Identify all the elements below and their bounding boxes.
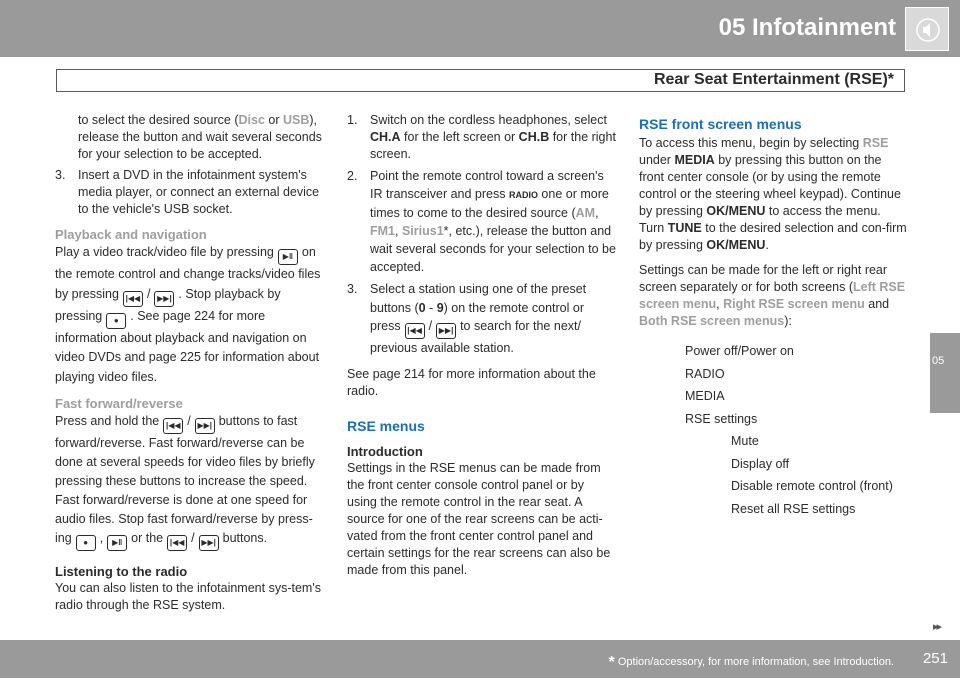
next-track-icon: ▶▶| [195, 418, 215, 434]
menu-subitem: Mute [731, 434, 759, 448]
heading-rse-menus: RSE menus [347, 417, 425, 434]
heading-front-screen-menus: RSE front screen menus [639, 116, 802, 132]
source-selection-text: to select the desired source (Disc or USB), release the button and wait several seconds for your selection to be accepted. [78, 113, 322, 161]
stop-icon: ● [76, 535, 96, 551]
menu-item: RSE settings [685, 411, 758, 426]
fast-forward-text: Press and hold the |◀◀ / ▶▶| buttons to fast forward/reverse. Fast forward/reverse can be done at several speeds for video files by briefly pressing these buttons to increase the speed. Fast forward/reverse is done at one speed for audio files. Stop fast forward/reverse by press-ing ● , ▶‖ or the |◀◀ / ▶▶| buttons. [55, 412, 325, 551]
footer-asterisk: * [608, 654, 615, 671]
column-right [639, 112, 909, 520]
menu-tree [639, 340, 909, 520]
menu-item: MEDIA [685, 389, 725, 403]
column-left [55, 112, 325, 614]
menu-item: RADIO [685, 366, 725, 381]
section-title: Rear Seat Entertainment (RSE)* [653, 71, 894, 88]
next-track-icon: ▶▶| [436, 323, 456, 339]
see-page-text: See page 214 for more information about the radio. [347, 366, 596, 398]
side-tab-number: 05 [932, 355, 945, 367]
header-band [0, 0, 960, 57]
menu-subitem: Disable remote control (front) [731, 479, 893, 493]
heading-introduction: Introduction [347, 443, 423, 459]
section-bar [56, 69, 905, 92]
radio-button-label: RADIO [508, 190, 538, 200]
previous-track-icon: |◀◀ [167, 535, 187, 551]
heading-playback: Playback and navigation [55, 227, 207, 242]
next-page-arrows-icon: ▸▸ [932, 621, 940, 633]
stop-icon: ● [106, 313, 126, 329]
side-tab [930, 333, 960, 413]
column-middle [347, 112, 617, 579]
next-track-icon: ▶▶| [199, 535, 219, 551]
menu-subitem: Reset all RSE settings [731, 501, 856, 516]
play-pause-icon: ▶‖ [107, 535, 127, 551]
previous-track-icon: |◀◀ [123, 291, 143, 307]
previous-track-icon: |◀◀ [163, 418, 183, 434]
list-item: 3. Select a station using one of the preset buttons (0 - 9) on the remote control or press |◀◀ / ▶▶| to search for the next/ previous available station. [347, 282, 587, 355]
introduction-text: Settings in the RSE menus can be made from the front center console control panel or by using the remote control in the rear seat. A source for one of the rear screens can be acti-vated from the front center control panel and certain settings for the rear screens can also be made from this panel. [347, 460, 611, 577]
chapter-icon-box [905, 7, 949, 51]
menu-item: Power off/Power on [685, 344, 794, 358]
chapter-title: 05 Infotainment [718, 14, 896, 41]
menu-subitem: Display off [731, 456, 790, 471]
radio-text: You can also listen to the infotainment sys-tem's radio through the RSE system. [55, 581, 321, 612]
next-track-icon: ▶▶| [154, 291, 174, 307]
speaker-icon [916, 17, 940, 43]
footer-note-text: Option/accessory, for more information, see Introduction. [617, 656, 894, 668]
footer-note [609, 654, 894, 672]
front-menu-text: To access this menu, begin by selecting RSE under MEDIA by pressing this button on the front center console (or by using the remote control or the steering wheel keypad). Continue by pressing OK/MENU to access the menu. Turn TUNE to the desired selection and con-firm by pressing OK/MENU. [639, 136, 907, 252]
list-item: 1. Switch on the cordless headphones, select CH.A for the left screen or CH.B for the right screen. [347, 113, 616, 161]
heading-fast-forward: Fast forward/reverse [55, 396, 183, 411]
list-item: 3. Insert a DVD in the infotainment system's media player, or connect an external device to the vehicle's USB socket. [55, 168, 320, 216]
playback-text: Play a video track/video file by pressing ▶‖ on the remote control and change tracks/video files by pressing |◀◀ / ▶▶| . Stop playback by pressing ● . See page 224 for more information about playback and navigation on video DVDs and page 225 for information about playing video files. [55, 245, 321, 384]
list-item: 2. Point the remote control toward a screen's IR transceiver and press RADIO one or more times to come to the desired source (AM, FM1, Sirius1*, etc.), release the button and wait several seconds for your selection to be accepted. [347, 169, 616, 274]
play-pause-icon: ▶‖ [278, 249, 298, 265]
heading-radio: Listening to the radio [55, 564, 188, 579]
previous-track-icon: |◀◀ [405, 323, 425, 339]
page-number: 251 [922, 650, 948, 667]
footer-band [0, 640, 960, 678]
screen-settings-text: Settings can be made for the left or right rear screen separately or for both screens (Left RSE screen menu, Right RSE screen menu and Both RSE screen menus): [639, 263, 906, 328]
